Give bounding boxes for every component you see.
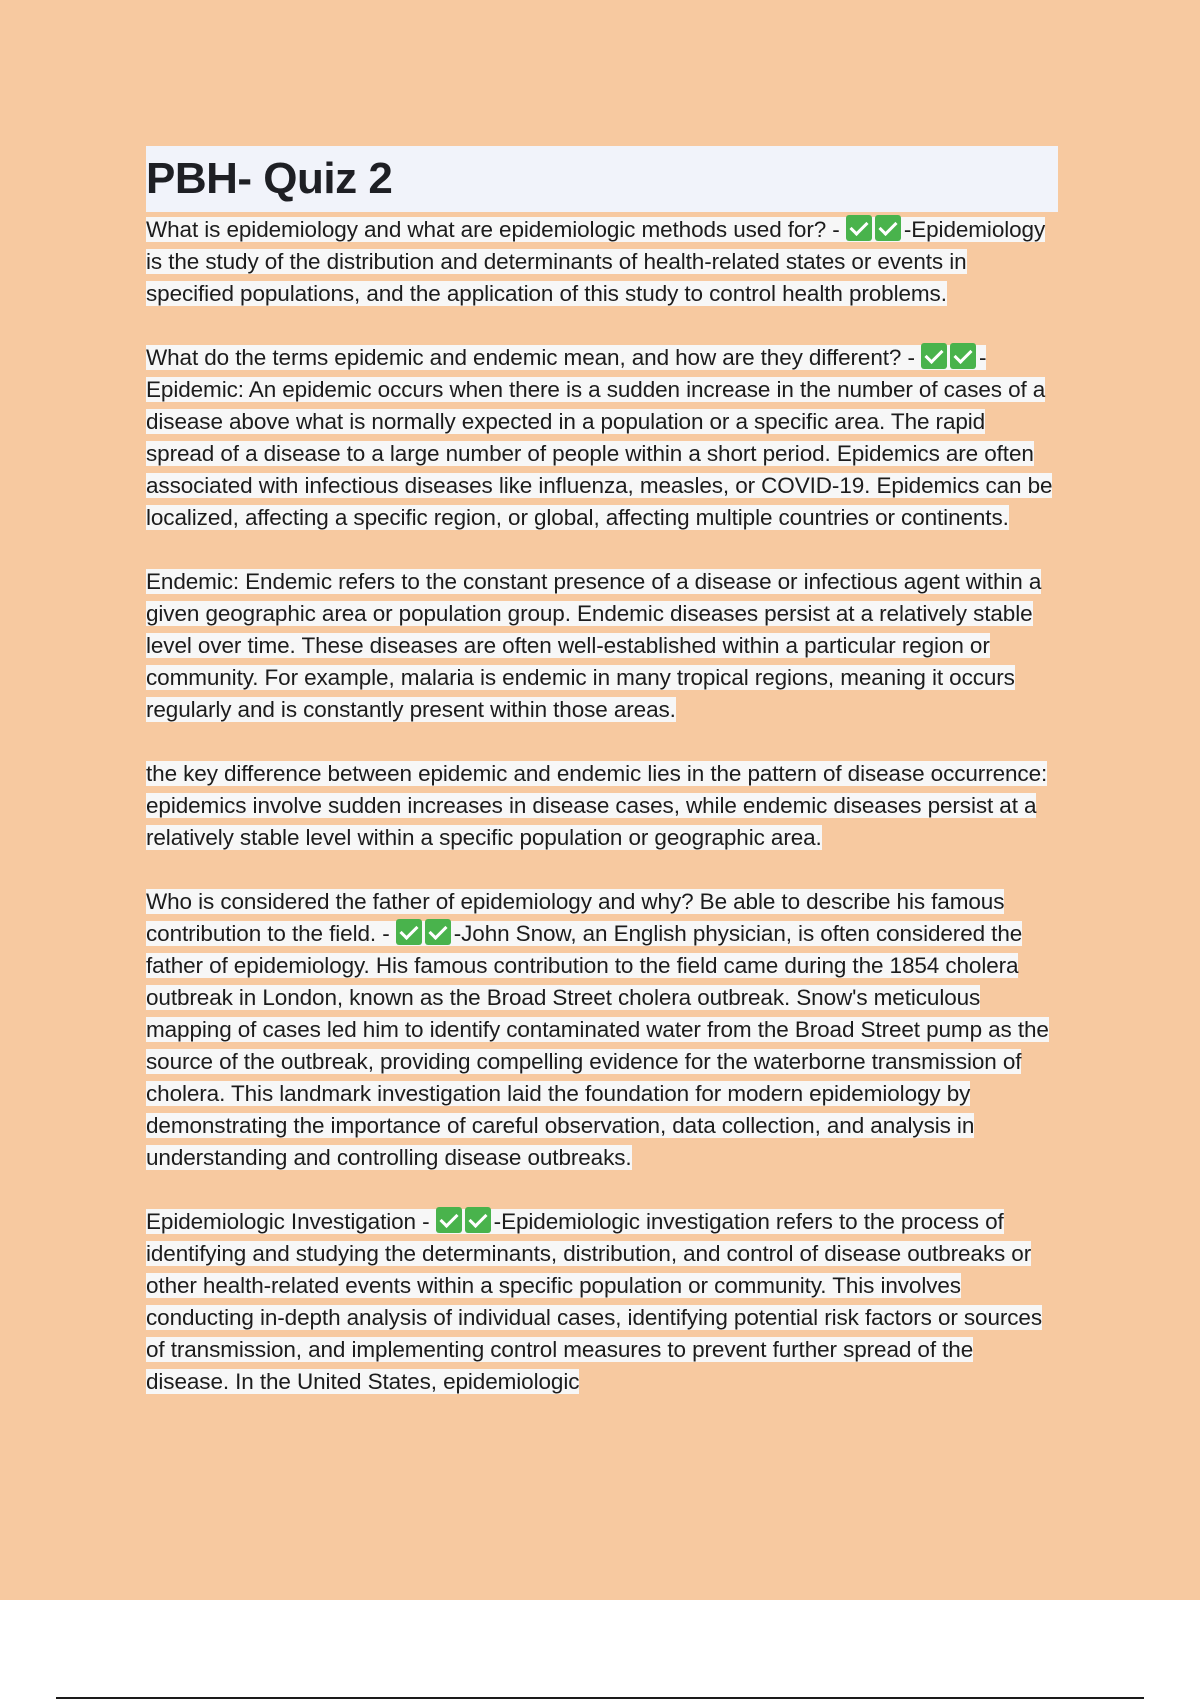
document-title: PBH- Quiz 2 xyxy=(146,154,393,203)
question-text: Who is considered the father of epidemiology and why? Be able to describe his famous contribution to the field. - xyxy=(146,889,1005,946)
footer-divider xyxy=(56,1697,1144,1699)
check-mark-icon xyxy=(950,343,976,369)
check-mark-icon xyxy=(846,215,872,241)
document-content xyxy=(146,146,1058,1398)
check-mark-icon xyxy=(436,1207,462,1233)
paragraph-text: the key difference between epidemic and endemic lies in the pattern of disease occurrence: epidemics involve sudden increases in disease cases, while endemic diseases persist at a relatively stable level within a specific population or geographic area. xyxy=(146,761,1048,850)
qa-block xyxy=(146,342,1058,534)
answer-text: -Epidemiologic investigation refers to the process of identifying and studying the determinants, distribution, and control of disease outbreaks or other health-related events within a specific population or community. This involves conducting in-depth analysis of individual cases, identifying potential risk factors or sources of transmission, and implementing control measures to prevent further spread of the disease. In the United States, epidemiologic xyxy=(146,1209,1042,1394)
paragraph-text: Endemic: Endemic refers to the constant presence of a disease or infectious agent within a given geographic area or population group. Endemic diseases persist at a relatively stable level over time. These diseases are often well-established within a particular region or community. For example, malaria is endemic in many tropical regions, meaning it occurs regularly and is constantly present within those areas. xyxy=(146,569,1042,722)
block-text xyxy=(146,889,1049,1170)
answer-text: -Epidemiology is the study of the distribution and determinants of health-related states or events in specified populations, and the application of this study to control health problems. xyxy=(146,217,1046,306)
question-text: Epidemiologic Investigation - xyxy=(146,1209,430,1234)
check-mark-icon xyxy=(465,1207,491,1233)
check-mark-icon xyxy=(875,215,901,241)
answer-text: -John Snow, an English physician, is often considered the father of epidemiology. His famous contribution to the field came during the 1854 cholera outbreak in London, known as the Broad Street cholera outbreak. Snow's meticulous mapping of cases led him to identify contaminated water from the Broad Street pump as the source of the outbreak, providing compelling evidence for the waterborne transmission of cholera. This landmark investigation laid the foundation for modern epidemiology by demonstrating the importance of careful observation, data collection, and analysis in understanding and controlling disease outbreaks. xyxy=(146,921,1049,1170)
block-text xyxy=(146,217,1045,306)
paragraph xyxy=(146,566,1058,726)
title-band xyxy=(146,146,1058,212)
block-text xyxy=(146,1209,1042,1394)
check-mark-icon xyxy=(396,919,422,945)
paragraph xyxy=(146,758,1058,854)
question-text: What is epidemiology and what are epidemiologic methods used for? - xyxy=(146,217,840,242)
block-text xyxy=(146,345,1052,530)
answer-text: -Epidemic: An epidemic occurs when there is a sudden increase in the number of cases of a disease above what is normally expected in a population or a specific area. The rapid spread of a disease to a large number of people within a short period. Epidemics are often associated with infectious diseases like influenza, measles, or COVID-19. Epidemics can be localized, affecting a specific region, or global, affecting multiple countries or continents. xyxy=(146,345,1053,530)
qa-block xyxy=(146,1206,1058,1398)
check-mark-icon xyxy=(425,919,451,945)
qa-block xyxy=(146,214,1058,310)
check-mark-icon xyxy=(921,343,947,369)
question-text: What do the terms epidemic and endemic mean, and how are they different? - xyxy=(146,345,915,370)
qa-block xyxy=(146,886,1058,1174)
